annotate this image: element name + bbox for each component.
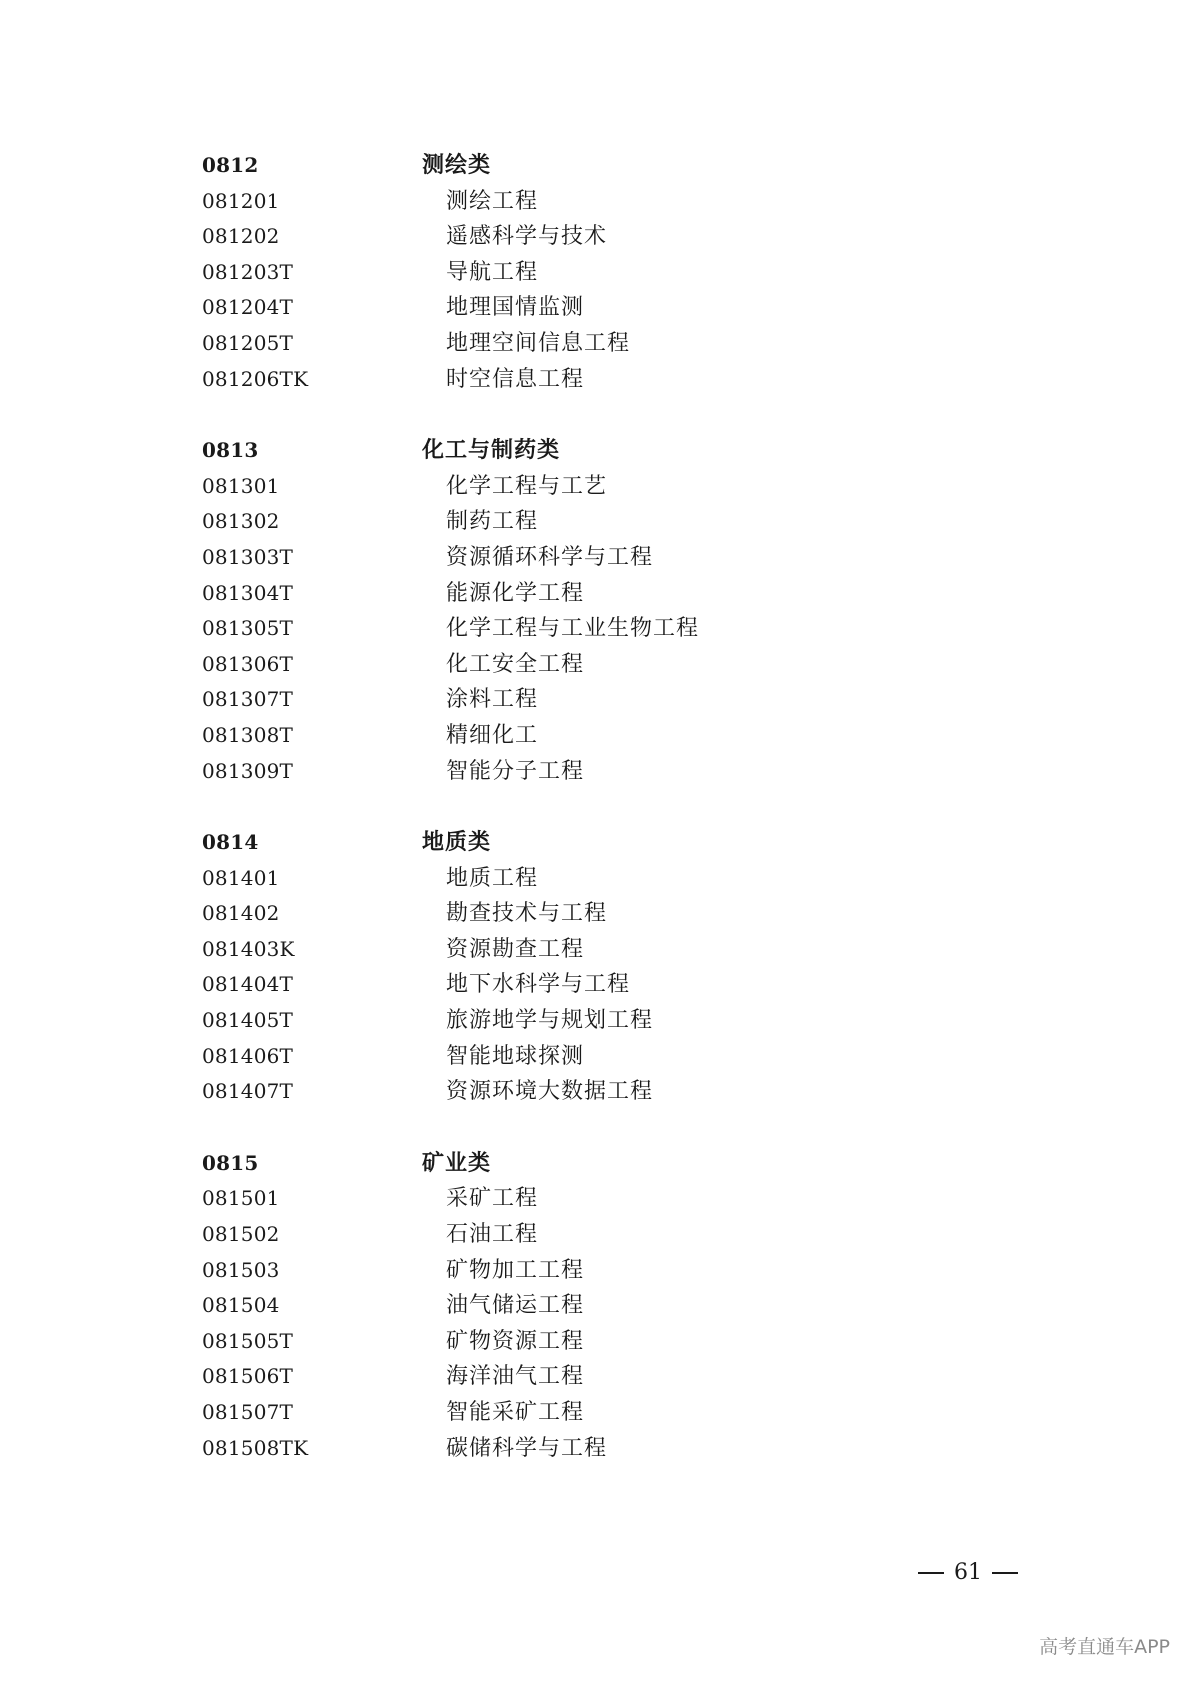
- major-code: 081202: [202, 224, 280, 249]
- category-header: [202, 433, 962, 469]
- major-row: [202, 1359, 962, 1395]
- major-name: 地理空间信息工程: [446, 330, 631, 356]
- major-code: 081305T: [202, 616, 294, 641]
- major-row: [202, 1324, 962, 1360]
- major-name: 地下水科学与工程: [446, 972, 631, 998]
- major-row: [202, 1181, 962, 1217]
- major-catalog: [202, 148, 962, 1502]
- major-code: 081503: [202, 1257, 280, 1282]
- major-code: 081401: [202, 865, 280, 890]
- major-row: [202, 967, 962, 1003]
- major-name: 能源化学工程: [446, 580, 585, 606]
- major-row: [202, 576, 962, 612]
- category-group: [202, 825, 962, 1110]
- page-number: [918, 1560, 1018, 1585]
- left-dash: [918, 1572, 944, 1574]
- major-code: 081205T: [202, 330, 294, 355]
- major-code: 081504: [202, 1293, 280, 1318]
- major-row: [202, 861, 962, 897]
- major-name: 测绘工程: [446, 188, 539, 214]
- category-group: [202, 148, 962, 397]
- major-row: [202, 1395, 962, 1431]
- major-row: [202, 1288, 962, 1324]
- major-row: [202, 647, 962, 683]
- watermark: 高考直通车APP: [1039, 1636, 1170, 1658]
- major-name: 精细化工: [446, 722, 539, 748]
- major-name: 地理国情监测: [446, 295, 585, 321]
- major-code: 081505T: [202, 1328, 294, 1353]
- major-code: 081201: [202, 188, 280, 213]
- major-code: 081301: [202, 473, 280, 498]
- major-row: [202, 682, 962, 718]
- major-name: 石油工程: [446, 1222, 539, 1248]
- major-code: 081204T: [202, 295, 294, 320]
- major-row: [202, 184, 962, 220]
- major-row: [202, 504, 962, 540]
- right-dash: [992, 1572, 1018, 1574]
- major-name: 制药工程: [446, 509, 539, 535]
- major-name: 导航工程: [446, 259, 539, 285]
- major-row: [202, 1217, 962, 1253]
- major-code: 081506T: [202, 1364, 294, 1389]
- category-code: 0813: [202, 438, 259, 463]
- major-row: [202, 611, 962, 647]
- major-name: 资源勘查工程: [446, 936, 585, 962]
- major-code: 081406T: [202, 1043, 294, 1068]
- major-code: 081302: [202, 509, 280, 534]
- major-name: 智能地球探测: [446, 1043, 585, 1069]
- major-row: [202, 469, 962, 505]
- category-name: 矿业类: [422, 1149, 492, 1176]
- major-name: 时空信息工程: [446, 366, 585, 392]
- category-header: [202, 825, 962, 861]
- major-name: 采矿工程: [446, 1186, 539, 1212]
- major-row: [202, 219, 962, 255]
- major-name: 海洋油气工程: [446, 1364, 585, 1390]
- major-code: 081501: [202, 1186, 280, 1211]
- major-row: [202, 1253, 962, 1289]
- major-name: 化工安全工程: [446, 651, 585, 677]
- major-row: [202, 754, 962, 790]
- category-name: 测绘类: [422, 152, 492, 178]
- major-name: 矿物加工工程: [446, 1257, 585, 1283]
- major-row: [202, 362, 962, 398]
- category-name: 地质类: [422, 829, 492, 856]
- major-code: 081404T: [202, 972, 294, 997]
- major-row: [202, 255, 962, 291]
- major-row: [202, 540, 962, 576]
- major-code: 081405T: [202, 1008, 294, 1033]
- major-row: [202, 1074, 962, 1110]
- category-group: [202, 433, 962, 789]
- major-name: 碳储科学与工程: [446, 1435, 608, 1461]
- major-row: [202, 326, 962, 362]
- major-name: 地质工程: [446, 865, 539, 891]
- major-code: 081308T: [202, 722, 294, 747]
- major-row: [202, 932, 962, 968]
- major-row: [202, 290, 962, 326]
- major-name: 旅游地学与规划工程: [446, 1008, 654, 1034]
- category-code: 0812: [202, 153, 259, 177]
- major-name: 资源循环科学与工程: [446, 544, 654, 570]
- major-code: 081508TK: [202, 1435, 309, 1460]
- major-code: 081203T: [202, 259, 294, 284]
- category-code: 0815: [202, 1150, 259, 1175]
- major-name: 油气储运工程: [446, 1293, 585, 1319]
- category-group: [202, 1146, 962, 1466]
- major-row: [202, 718, 962, 754]
- major-code: 081206TK: [202, 366, 309, 391]
- major-name: 化学工程与工业生物工程: [446, 616, 700, 642]
- category-name: 化工与制药类: [422, 437, 561, 464]
- major-name: 矿物资源工程: [446, 1328, 585, 1354]
- major-code: 081309T: [202, 758, 294, 783]
- major-name: 涂料工程: [446, 687, 539, 713]
- category-code: 0814: [202, 830, 259, 855]
- major-name: 遥感科学与技术: [446, 224, 608, 250]
- major-name: 勘查技术与工程: [446, 901, 608, 927]
- major-code: 081502: [202, 1222, 280, 1247]
- major-name: 资源环境大数据工程: [446, 1079, 654, 1105]
- major-name: 智能分子工程: [446, 758, 585, 784]
- category-header: [202, 1146, 962, 1182]
- major-row: [202, 896, 962, 932]
- page-number-text: 61: [954, 1560, 982, 1585]
- major-name: 智能采矿工程: [446, 1400, 585, 1425]
- major-row: [202, 1003, 962, 1039]
- major-code: 081407T: [202, 1079, 294, 1104]
- major-name: 化学工程与工艺: [446, 473, 608, 499]
- major-code: 081306T: [202, 651, 294, 676]
- major-code: 081507T: [202, 1400, 294, 1424]
- major-code: 081303T: [202, 544, 294, 569]
- major-row: [202, 1431, 962, 1467]
- category-header: [202, 148, 962, 184]
- major-code: 081403K: [202, 936, 295, 961]
- major-code: 081402: [202, 901, 280, 926]
- major-row: [202, 1039, 962, 1075]
- major-code: 081304T: [202, 580, 294, 605]
- major-code: 081307T: [202, 687, 294, 712]
